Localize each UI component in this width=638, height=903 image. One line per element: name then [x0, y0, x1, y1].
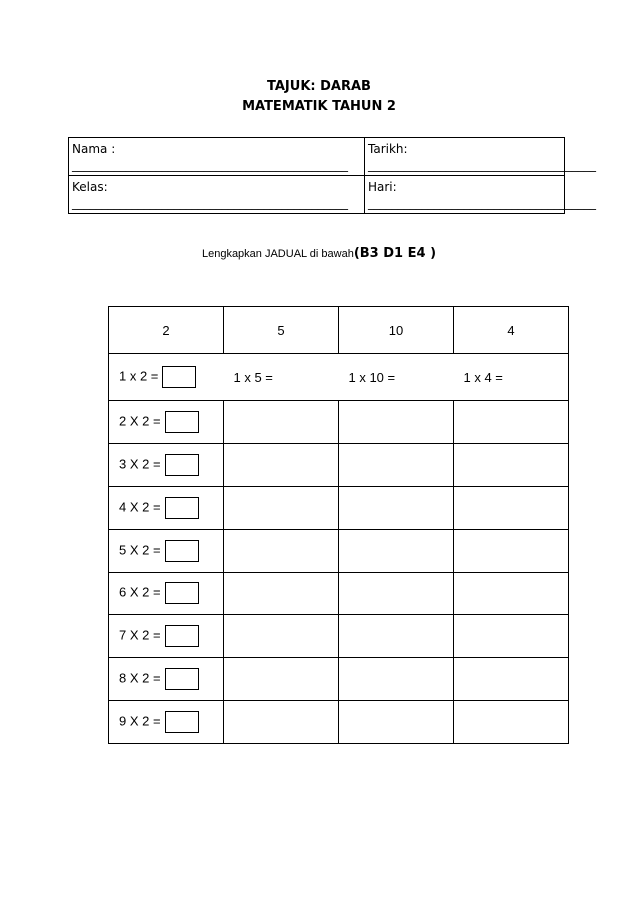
worksheet-title: TAJUK: DARAB [267, 79, 371, 94]
expression-cell: 1 x 5 = [224, 354, 339, 401]
answer-box[interactable] [165, 711, 199, 733]
nama-cell [69, 138, 365, 176]
answer-box[interactable] [162, 366, 196, 388]
answer-box[interactable] [165, 668, 199, 690]
table-row [109, 615, 569, 658]
kelas-cell [69, 176, 365, 214]
empty-cell[interactable] [224, 572, 339, 615]
nama-line: ______________________________________________ [72, 158, 348, 172]
empty-cell[interactable] [224, 529, 339, 572]
header-cell: 4 [454, 307, 569, 354]
worksheet-subtitle: MATEMATIK TAHUN 2 [242, 99, 396, 114]
expression-label: 7 X 2 = [119, 627, 161, 643]
expression-cell [109, 401, 224, 444]
empty-cell[interactable] [454, 443, 569, 486]
expression-cell: 1 x 10 = [339, 354, 454, 401]
empty-cell[interactable] [339, 401, 454, 444]
tarikh-label: Tarikh: [368, 142, 408, 156]
header-cell: 5 [224, 307, 339, 354]
answer-box[interactable] [165, 497, 199, 519]
tarikh-cell [365, 138, 596, 176]
empty-cell[interactable] [454, 572, 569, 615]
expression-cell [109, 486, 224, 529]
student-info-table [68, 137, 596, 214]
instruction-text: Lengkapkan JADUAL di bawah [201, 248, 354, 260]
empty-cell[interactable] [454, 401, 569, 444]
empty-cell[interactable] [339, 572, 454, 615]
table-row [109, 701, 569, 744]
kelas-line: ______________________________________________ [72, 196, 348, 210]
empty-cell[interactable] [224, 658, 339, 701]
empty-cell[interactable] [454, 658, 569, 701]
tarikh-line: ______________________________________ [368, 158, 596, 172]
header-cell: 10 [339, 307, 454, 354]
instruction [0, 244, 638, 262]
empty-cell[interactable] [454, 701, 569, 744]
expression-label: 5 X 2 = [119, 542, 161, 557]
header-cell: 2 [109, 307, 224, 354]
table-row [109, 658, 569, 701]
empty-cell[interactable] [224, 701, 339, 744]
multiplication-table [108, 306, 569, 744]
empty-cell[interactable] [224, 401, 339, 444]
table-row [109, 572, 569, 615]
answer-box[interactable] [165, 625, 199, 647]
expression-label: 8 X 2 = [119, 670, 161, 686]
expression-cell: 1 x 4 = [454, 354, 569, 401]
expression-cell [109, 529, 224, 572]
answer-box[interactable] [165, 411, 199, 433]
table-row [109, 529, 569, 572]
instruction-code: (B3 D1 E4 ) [353, 246, 437, 261]
empty-cell[interactable] [339, 701, 454, 744]
expression-cell [109, 572, 224, 615]
empty-cell[interactable] [339, 658, 454, 701]
empty-cell[interactable] [454, 615, 569, 658]
empty-cell[interactable] [224, 615, 339, 658]
answer-box[interactable] [165, 540, 199, 562]
empty-cell[interactable] [224, 486, 339, 529]
kelas-label: Kelas: [72, 180, 108, 194]
expression-cell [109, 354, 224, 401]
answer-box[interactable] [165, 454, 199, 476]
nama-label: Nama : [72, 142, 116, 156]
hari-line: ______________________________________ [368, 196, 596, 210]
empty-cell[interactable] [454, 529, 569, 572]
table-row [109, 401, 569, 444]
expression-label: 6 X 2 = [119, 584, 161, 600]
expression-cell [109, 658, 224, 701]
table-row [109, 443, 569, 486]
expression-label: 3 X 2 = [119, 456, 161, 472]
empty-cell[interactable] [339, 529, 454, 572]
expression-label: 2 X 2 = [119, 413, 161, 429]
expression-cell [109, 701, 224, 744]
empty-cell[interactable] [339, 615, 454, 658]
empty-cell[interactable] [224, 443, 339, 486]
empty-cell[interactable] [339, 486, 454, 529]
header-row [109, 307, 569, 354]
expression-label: 4 X 2 = [119, 499, 161, 515]
expression-label: 9 X 2 = [119, 713, 161, 729]
expression-label: 1 x 2 = [119, 368, 159, 384]
expression-cell [109, 615, 224, 658]
table-row [109, 486, 569, 529]
table-row [109, 354, 569, 401]
expression-cell [109, 443, 224, 486]
answer-box[interactable] [165, 582, 199, 604]
hari-label: Hari: [368, 180, 397, 194]
empty-cell[interactable] [339, 443, 454, 486]
hari-cell [365, 176, 596, 214]
empty-cell[interactable] [454, 486, 569, 529]
